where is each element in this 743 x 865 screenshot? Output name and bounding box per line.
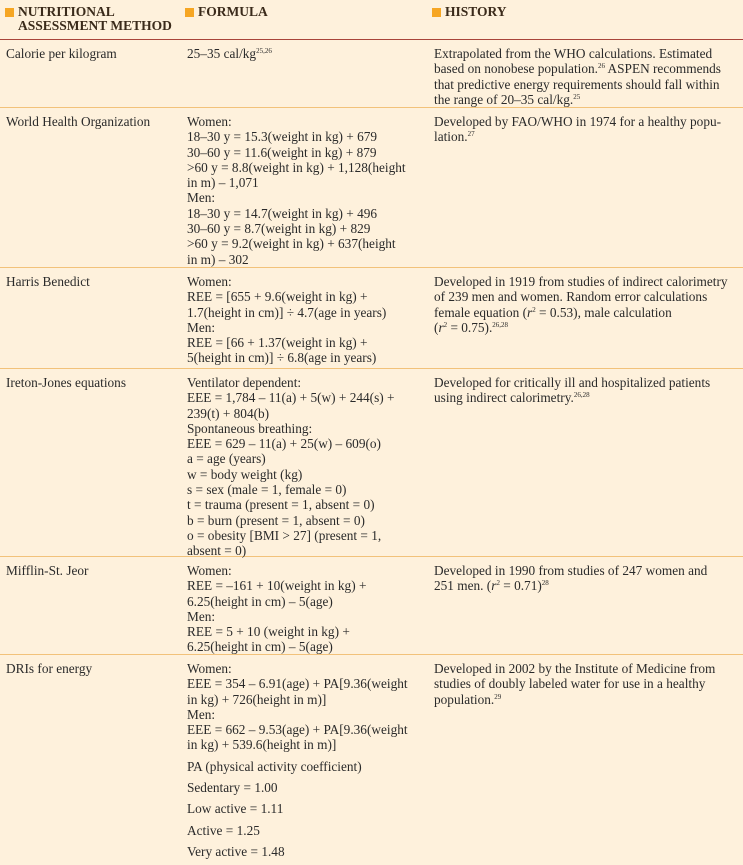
- history-line: [434, 692, 737, 707]
- history-line: Developed in 1919 from studies of indirect calorimetry: [434, 274, 728, 289]
- header-method-line2: ASSESSMENT METHOD: [18, 18, 172, 33]
- citation: 26,28: [492, 320, 509, 329]
- header-formula-label: FORMULA: [198, 4, 268, 19]
- history-line: Developed by FAO/WHO in 1974 for a healthy popu-: [434, 114, 722, 129]
- method-cell: World Health Organization: [6, 114, 151, 129]
- history-text: population.: [434, 691, 495, 707]
- citation: 29: [494, 692, 502, 701]
- history-line: [434, 61, 737, 76]
- citation: 26: [597, 62, 605, 71]
- formula-line: w = body weight (kg): [187, 466, 303, 482]
- formula-line: 1.7(height in cm)] ÷ 4.7(age in years): [187, 304, 387, 320]
- formula-line: REE = [655 + 9.6(weight in kg) +: [187, 289, 368, 305]
- formula-line: in m) – 1,071: [187, 175, 259, 191]
- history-line: [434, 305, 737, 320]
- r-symbol: r: [527, 304, 533, 320]
- header-formula: [180, 5, 427, 39]
- formula-cell: [180, 274, 427, 368]
- formula-line: EEE = 629 – 11(a) + 25(w) – 609(o): [187, 436, 381, 452]
- method-cell: Calorie per kilogram: [6, 46, 117, 61]
- table-row: [0, 40, 743, 108]
- formula-line: absent = 0): [187, 543, 247, 559]
- pa-line: PA (physical activity coefficient): [187, 758, 362, 774]
- header-history: [427, 5, 743, 39]
- history-cell: [427, 114, 743, 267]
- history-cell: [427, 661, 743, 865]
- formula-line: in kg) + 539.6(height in m)]: [187, 737, 337, 753]
- formula-line: 30–60 y = 11.6(weight in kg) + 879: [187, 144, 377, 160]
- formula-line: 239(t) + 804(b): [187, 405, 270, 421]
- history-line: studies of doubly labeled water for use in a healthy: [434, 676, 706, 692]
- history-cell: [427, 563, 743, 654]
- history-text: 251 men. (: [434, 578, 492, 594]
- history-text: lation.: [434, 129, 468, 145]
- square-bullet-icon: [5, 8, 14, 17]
- formula-line: REE = 5 + 10 (weight in kg) +: [187, 624, 350, 640]
- formula-line: s = sex (male = 1, female = 0): [187, 482, 347, 498]
- formula-line: in m) – 302: [187, 251, 249, 267]
- history-text: = 0.53), male calculation: [535, 304, 672, 320]
- history-cell: [427, 274, 743, 368]
- exponent: 2: [532, 305, 536, 314]
- formula-line: a = age (years): [187, 451, 266, 467]
- history-text: = 0.71): [499, 578, 542, 594]
- pa-line: Active = 1.25: [187, 822, 260, 838]
- history-text: = 0.75).: [447, 319, 493, 335]
- table-row: [0, 369, 743, 557]
- exponent: 2: [496, 579, 500, 588]
- pa-line: Sedentary = 1.00: [187, 780, 278, 796]
- history-text: (: [434, 319, 439, 335]
- formula-line: Spontaneous breathing:: [187, 420, 313, 436]
- formula-line: REE = –161 + 10(weight in kg) +: [187, 578, 367, 594]
- method-cell: Mifflin-St. Jeor: [6, 563, 89, 578]
- citation: 28: [541, 579, 549, 588]
- formula-line: >60 y = 8.8(weight in kg) + 1,128(height: [187, 159, 406, 175]
- formula-cell: [180, 563, 427, 654]
- history-line: [434, 390, 737, 405]
- r-symbol: r: [491, 578, 497, 594]
- formula-line: Women:: [187, 114, 232, 129]
- table-row: [0, 268, 743, 369]
- formula-line: EEE = 662 – 9.53(age) + PA[9.36(weight: [187, 722, 408, 738]
- formula-line: 30–60 y = 8.7(weight in kg) + 829: [187, 221, 371, 237]
- formula-line: 6.25(height in cm) – 5(age): [187, 593, 333, 609]
- method-cell: Ireton-Jones equations: [6, 375, 127, 390]
- citation: 25,26: [256, 47, 272, 55]
- history-line: Developed for critically ill and hospitalized patients: [434, 375, 711, 390]
- formula-line: 5(height in cm)] ÷ 6.8(age in years): [187, 350, 377, 366]
- formula-cell: [180, 375, 427, 559]
- formula-line: 18–30 y = 15.3(weight in kg) + 679: [187, 129, 378, 145]
- history-line: Developed in 2002 by the Institute of Medicine from: [434, 661, 716, 676]
- header-method-line1: NUTRITIONAL: [18, 4, 115, 19]
- citation: 26,28: [573, 391, 590, 400]
- table-row: [0, 655, 743, 865]
- formula-line: Women:: [187, 274, 232, 289]
- history-line: Developed in 1990 from studies of 247 women and: [434, 563, 708, 578]
- history-text: using indirect calorimetry.: [434, 390, 574, 406]
- formula-line: >60 y = 9.2(weight in kg) + 637(height: [187, 236, 396, 252]
- formula-line: 25–35 cal/kg: [187, 46, 257, 61]
- formula-line: EEE = 1,784 – 11(a) + 5(w) + 244(s) +: [187, 390, 395, 406]
- formula-line: b = burn (present = 1, absent = 0): [187, 512, 365, 528]
- formula-line: 18–30 y = 14.7(weight in kg) + 496: [187, 205, 378, 221]
- formula-line: Women:: [187, 563, 232, 578]
- exponent: 2: [443, 320, 448, 329]
- history-line: [434, 129, 737, 144]
- r-symbol: r: [438, 319, 444, 335]
- header-history-label: HISTORY: [445, 4, 507, 19]
- table-row: [0, 557, 743, 655]
- formula-cell: [180, 661, 427, 865]
- square-bullet-icon: [185, 8, 194, 17]
- formula-line: Men:: [187, 706, 216, 722]
- method-cell: DRIs for energy: [6, 661, 93, 676]
- formula-line: o = obesity [BMI > 27] (present = 1,: [187, 527, 382, 543]
- formula-line: Men:: [187, 190, 216, 206]
- formula-line: 6.25(height in cm) – 5(age): [187, 639, 333, 655]
- formula-line: Ventilator dependent:: [187, 375, 302, 390]
- history-line: [434, 578, 737, 593]
- history-line: Extrapolated from the WHO calculations. Estimated: [434, 46, 713, 61]
- citation: 27: [467, 130, 475, 139]
- pa-line: Low active = 1.11: [187, 801, 284, 817]
- table-header: [0, 0, 743, 40]
- formula-cell: [180, 46, 427, 107]
- method-cell: Harris Benedict: [6, 274, 90, 289]
- formula-line: Men:: [187, 608, 216, 624]
- history-line: [434, 320, 737, 335]
- history-cell: [427, 46, 743, 107]
- history-line: of 239 men and women. Random error calculations: [434, 289, 708, 305]
- history-line: [434, 92, 737, 107]
- formula-line: REE = [66 + 1.37(weight in kg) +: [187, 335, 368, 351]
- formula-cell: [180, 114, 427, 267]
- formula-line: t = trauma (present = 1, absent = 0): [187, 497, 375, 513]
- formula-line: Men:: [187, 319, 216, 335]
- header-method: [0, 5, 180, 39]
- citation: 25: [573, 92, 581, 101]
- pa-coefficients: [187, 759, 427, 859]
- history-text: female equation (: [434, 304, 528, 320]
- history-line: that predictive energy requirements should fall within: [434, 76, 720, 92]
- square-bullet-icon: [432, 8, 441, 17]
- formula-line: in kg) + 726(height in m)]: [187, 691, 327, 707]
- history-text: ASPEN recommends: [604, 61, 721, 77]
- formula-line: Women:: [187, 661, 232, 676]
- history-text: the range of 20–35 cal/kg.: [434, 91, 574, 107]
- formula-line: EEE = 354 – 6.91(age) + PA[9.36(weight: [187, 676, 408, 692]
- history-cell: [427, 375, 743, 556]
- pa-line: Very active = 1.48: [187, 843, 285, 859]
- history-text: based on nonobese population.: [434, 61, 598, 77]
- table-row: [0, 108, 743, 268]
